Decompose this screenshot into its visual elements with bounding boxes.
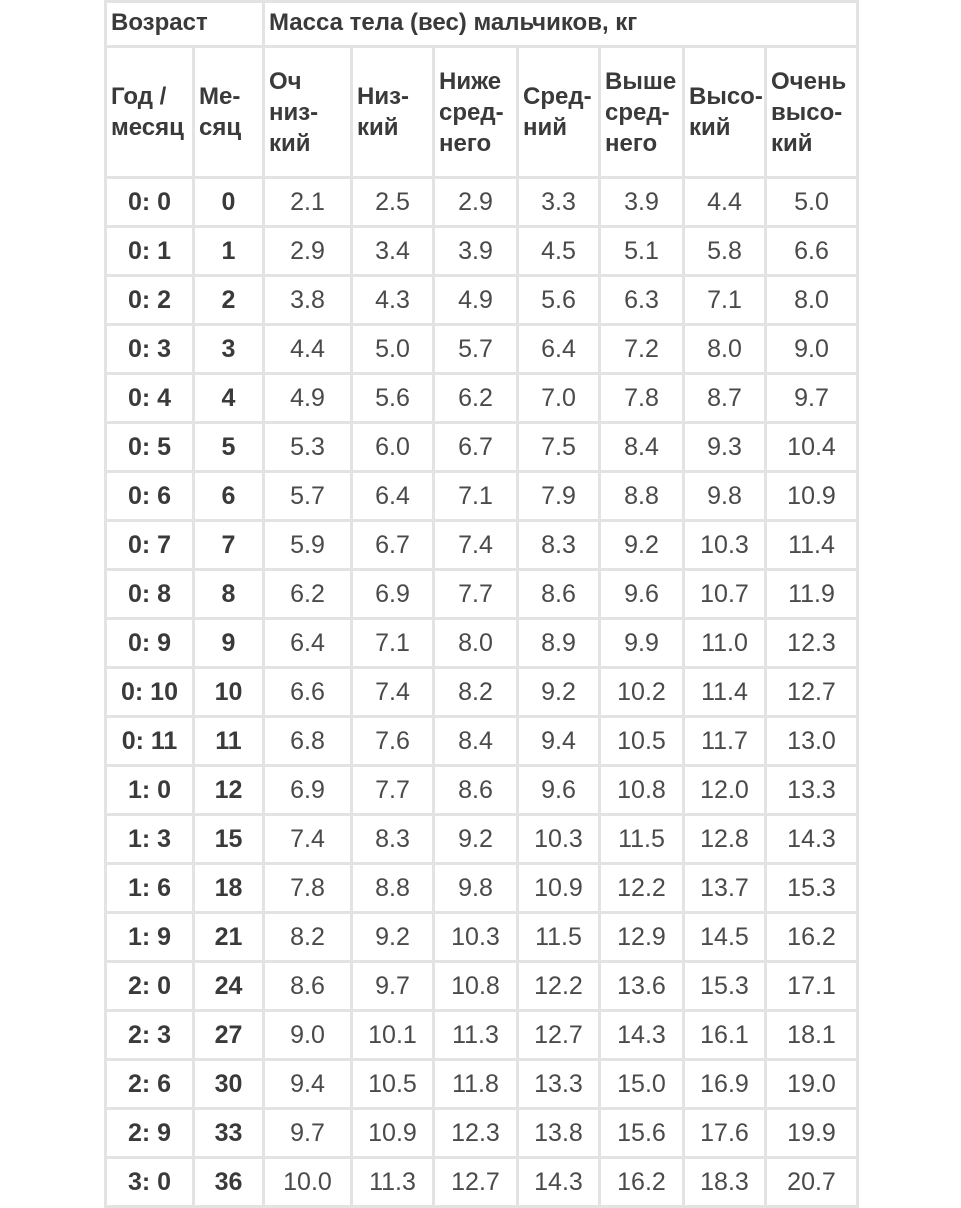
high-cell: 12.8 xyxy=(684,815,766,864)
above-average-cell: 14.3 xyxy=(600,1011,684,1060)
average-cell: 8.6 xyxy=(518,570,600,619)
col-very-low xyxy=(264,47,352,178)
average-cell: 7.5 xyxy=(518,423,600,472)
month-cell: 11 xyxy=(194,717,264,766)
col-average xyxy=(518,47,600,178)
average-cell: 10.3 xyxy=(518,815,600,864)
month-cell: 10 xyxy=(194,668,264,717)
col-above-average-line: него xyxy=(605,129,658,157)
below-average-cell: 11.3 xyxy=(434,1011,518,1060)
very-high-cell: 12.7 xyxy=(766,668,858,717)
below-average-cell: 2.9 xyxy=(434,178,518,227)
very-high-cell: 14.3 xyxy=(766,815,858,864)
age-cell: 2: 6 xyxy=(106,1060,194,1109)
above-average-cell: 9.2 xyxy=(600,521,684,570)
col-year-month xyxy=(106,47,194,178)
header-row-columns xyxy=(106,47,858,178)
very-low-cell: 5.9 xyxy=(264,521,352,570)
table-row xyxy=(106,766,858,815)
average-cell: 7.9 xyxy=(518,472,600,521)
very-low-cell: 3.8 xyxy=(264,276,352,325)
high-cell: 7.1 xyxy=(684,276,766,325)
month-cell: 33 xyxy=(194,1109,264,1158)
age-cell: 0: 4 xyxy=(106,374,194,423)
age-cell: 0: 8 xyxy=(106,570,194,619)
table-row xyxy=(106,668,858,717)
col-average-line: Сред- xyxy=(523,83,592,110)
month-cell: 36 xyxy=(194,1158,264,1207)
age-cell: 1: 6 xyxy=(106,864,194,913)
below-average-cell: 7.1 xyxy=(434,472,518,521)
high-cell: 16.1 xyxy=(684,1011,766,1060)
col-very-high-line: Очень xyxy=(771,67,847,95)
age-cell: 0: 1 xyxy=(106,227,194,276)
below-average-cell: 11.8 xyxy=(434,1060,518,1109)
very-high-cell: 13.3 xyxy=(766,766,858,815)
high-cell: 10.3 xyxy=(684,521,766,570)
average-cell: 9.2 xyxy=(518,668,600,717)
very-low-cell: 7.4 xyxy=(264,815,352,864)
table-row xyxy=(106,472,858,521)
age-cell: 2: 3 xyxy=(106,1011,194,1060)
month-cell: 27 xyxy=(194,1011,264,1060)
very-low-cell: 6.4 xyxy=(264,619,352,668)
col-low-line: кий xyxy=(357,114,399,141)
above-average-cell: 10.8 xyxy=(600,766,684,815)
above-average-cell: 15.6 xyxy=(600,1109,684,1158)
above-average-cell: 9.6 xyxy=(600,570,684,619)
month-cell: 8 xyxy=(194,570,264,619)
below-average-cell: 7.7 xyxy=(434,570,518,619)
age-cell: 0: 10 xyxy=(106,668,194,717)
average-cell: 7.0 xyxy=(518,374,600,423)
weight-title-header: Масса тела (вес) мальчиков, кг xyxy=(264,2,858,47)
below-average-cell: 8.2 xyxy=(434,668,518,717)
below-average-cell: 6.7 xyxy=(434,423,518,472)
average-cell: 11.5 xyxy=(518,913,600,962)
low-cell: 5.0 xyxy=(352,325,434,374)
average-cell: 3.3 xyxy=(518,178,600,227)
table-row xyxy=(106,227,858,276)
table-row xyxy=(106,1158,858,1207)
below-average-cell: 12.3 xyxy=(434,1109,518,1158)
very-low-cell: 6.9 xyxy=(264,766,352,815)
below-average-cell: 10.3 xyxy=(434,913,518,962)
age-cell: 2: 0 xyxy=(106,962,194,1011)
high-cell: 15.3 xyxy=(684,962,766,1011)
age-cell: 0: 11 xyxy=(106,717,194,766)
col-very-low-line: Оч xyxy=(269,67,302,95)
month-cell: 7 xyxy=(194,521,264,570)
col-months-line: Ме- xyxy=(199,83,241,110)
below-average-cell: 8.0 xyxy=(434,619,518,668)
col-below-average xyxy=(434,47,518,178)
high-cell: 10.7 xyxy=(684,570,766,619)
average-cell: 12.7 xyxy=(518,1011,600,1060)
below-average-cell: 9.2 xyxy=(434,815,518,864)
high-cell: 9.3 xyxy=(684,423,766,472)
month-cell: 3 xyxy=(194,325,264,374)
above-average-cell: 7.2 xyxy=(600,325,684,374)
high-cell: 8.0 xyxy=(684,325,766,374)
below-average-cell: 8.4 xyxy=(434,717,518,766)
table-row xyxy=(106,325,858,374)
average-cell: 5.6 xyxy=(518,276,600,325)
month-cell: 5 xyxy=(194,423,264,472)
col-high-line: кий xyxy=(689,114,731,141)
high-cell: 17.6 xyxy=(684,1109,766,1158)
col-very-low-line: низ- xyxy=(269,98,319,126)
above-average-cell: 15.0 xyxy=(600,1060,684,1109)
high-cell: 11.0 xyxy=(684,619,766,668)
very-high-cell: 11.4 xyxy=(766,521,858,570)
very-high-cell: 20.7 xyxy=(766,1158,858,1207)
very-high-cell: 18.1 xyxy=(766,1011,858,1060)
above-average-cell: 11.5 xyxy=(600,815,684,864)
col-below-average-line: Ниже xyxy=(439,67,502,95)
very-high-cell: 5.0 xyxy=(766,178,858,227)
very-high-cell: 8.0 xyxy=(766,276,858,325)
col-above-average-line: Выше xyxy=(605,67,677,95)
very-low-cell: 6.6 xyxy=(264,668,352,717)
average-cell: 6.4 xyxy=(518,325,600,374)
col-low xyxy=(352,47,434,178)
low-cell: 6.7 xyxy=(352,521,434,570)
col-months-line: сяц xyxy=(199,114,242,141)
table-row xyxy=(106,423,858,472)
month-cell: 4 xyxy=(194,374,264,423)
above-average-cell: 13.6 xyxy=(600,962,684,1011)
month-cell: 15 xyxy=(194,815,264,864)
low-cell: 7.7 xyxy=(352,766,434,815)
table-row xyxy=(106,717,858,766)
age-cell: 2: 9 xyxy=(106,1109,194,1158)
above-average-cell: 8.8 xyxy=(600,472,684,521)
very-high-cell: 19.9 xyxy=(766,1109,858,1158)
high-cell: 14.5 xyxy=(684,913,766,962)
average-cell: 13.8 xyxy=(518,1109,600,1158)
month-cell: 24 xyxy=(194,962,264,1011)
col-above-average xyxy=(600,47,684,178)
col-above-average-line: сред- xyxy=(605,98,670,126)
very-high-cell: 15.3 xyxy=(766,864,858,913)
very-low-cell: 9.0 xyxy=(264,1011,352,1060)
col-average-line: ний xyxy=(523,114,568,141)
age-cell: 1: 3 xyxy=(106,815,194,864)
very-low-cell: 10.0 xyxy=(264,1158,352,1207)
very-high-cell: 9.7 xyxy=(766,374,858,423)
below-average-cell: 10.8 xyxy=(434,962,518,1011)
high-cell: 18.3 xyxy=(684,1158,766,1207)
below-average-cell: 12.7 xyxy=(434,1158,518,1207)
low-cell: 6.9 xyxy=(352,570,434,619)
month-cell: 0 xyxy=(194,178,264,227)
below-average-cell: 3.9 xyxy=(434,227,518,276)
age-cell: 0: 3 xyxy=(106,325,194,374)
table-row xyxy=(106,1011,858,1060)
table-row xyxy=(106,276,858,325)
month-cell: 9 xyxy=(194,619,264,668)
above-average-cell: 16.2 xyxy=(600,1158,684,1207)
average-cell: 9.4 xyxy=(518,717,600,766)
age-cell: 0: 2 xyxy=(106,276,194,325)
boys-weight-table xyxy=(104,0,859,1208)
low-cell: 9.7 xyxy=(352,962,434,1011)
above-average-cell: 3.9 xyxy=(600,178,684,227)
high-cell: 4.4 xyxy=(684,178,766,227)
very-low-cell: 5.3 xyxy=(264,423,352,472)
low-cell: 7.6 xyxy=(352,717,434,766)
above-average-cell: 5.1 xyxy=(600,227,684,276)
age-cell: 1: 9 xyxy=(106,913,194,962)
above-average-cell: 10.2 xyxy=(600,668,684,717)
high-cell: 8.7 xyxy=(684,374,766,423)
weight-table-container xyxy=(104,0,859,1208)
low-cell: 7.4 xyxy=(352,668,434,717)
month-cell: 30 xyxy=(194,1060,264,1109)
high-cell: 13.7 xyxy=(684,864,766,913)
below-average-cell: 8.6 xyxy=(434,766,518,815)
very-high-cell: 11.9 xyxy=(766,570,858,619)
table-body xyxy=(106,178,858,1207)
table-row xyxy=(106,815,858,864)
very-low-cell: 4.9 xyxy=(264,374,352,423)
table-row xyxy=(106,374,858,423)
low-cell: 10.9 xyxy=(352,1109,434,1158)
below-average-cell: 5.7 xyxy=(434,325,518,374)
table-row xyxy=(106,619,858,668)
average-cell: 9.6 xyxy=(518,766,600,815)
average-cell: 13.3 xyxy=(518,1060,600,1109)
low-cell: 3.4 xyxy=(352,227,434,276)
age-cell: 0: 6 xyxy=(106,472,194,521)
very-low-cell: 7.8 xyxy=(264,864,352,913)
age-cell: 0: 7 xyxy=(106,521,194,570)
table-row xyxy=(106,962,858,1011)
above-average-cell: 7.8 xyxy=(600,374,684,423)
age-cell: 0: 9 xyxy=(106,619,194,668)
average-cell: 14.3 xyxy=(518,1158,600,1207)
table-row xyxy=(106,1060,858,1109)
very-low-cell: 6.2 xyxy=(264,570,352,619)
below-average-cell: 6.2 xyxy=(434,374,518,423)
high-cell: 11.7 xyxy=(684,717,766,766)
table-row xyxy=(106,178,858,227)
col-very-low-line: кий xyxy=(269,129,311,157)
above-average-cell: 12.2 xyxy=(600,864,684,913)
high-cell: 11.4 xyxy=(684,668,766,717)
col-below-average-line: него xyxy=(439,129,492,157)
header-row-group xyxy=(106,2,858,47)
col-low-line: Низ- xyxy=(357,83,410,110)
col-year-month-line: месяц xyxy=(111,114,184,141)
very-low-cell: 6.8 xyxy=(264,717,352,766)
table-row xyxy=(106,570,858,619)
month-cell: 18 xyxy=(194,864,264,913)
average-cell: 10.9 xyxy=(518,864,600,913)
average-cell: 8.9 xyxy=(518,619,600,668)
age-cell: 0: 0 xyxy=(106,178,194,227)
age-cell: 0: 5 xyxy=(106,423,194,472)
age-cell: 1: 0 xyxy=(106,766,194,815)
very-low-cell: 9.4 xyxy=(264,1060,352,1109)
low-cell: 8.8 xyxy=(352,864,434,913)
high-cell: 12.0 xyxy=(684,766,766,815)
very-high-cell: 12.3 xyxy=(766,619,858,668)
high-cell: 16.9 xyxy=(684,1060,766,1109)
low-cell: 10.1 xyxy=(352,1011,434,1060)
very-high-cell: 13.0 xyxy=(766,717,858,766)
very-high-cell: 16.2 xyxy=(766,913,858,962)
col-months xyxy=(194,47,264,178)
above-average-cell: 12.9 xyxy=(600,913,684,962)
col-below-average-line: сред- xyxy=(439,98,504,126)
average-cell: 4.5 xyxy=(518,227,600,276)
very-low-cell: 2.1 xyxy=(264,178,352,227)
very-high-cell: 17.1 xyxy=(766,962,858,1011)
month-cell: 6 xyxy=(194,472,264,521)
month-cell: 2 xyxy=(194,276,264,325)
below-average-cell: 4.9 xyxy=(434,276,518,325)
low-cell: 7.1 xyxy=(352,619,434,668)
table-row xyxy=(106,1109,858,1158)
very-high-cell: 10.9 xyxy=(766,472,858,521)
age-cell: 3: 0 xyxy=(106,1158,194,1207)
low-cell: 5.6 xyxy=(352,374,434,423)
below-average-cell: 7.4 xyxy=(434,521,518,570)
high-cell: 9.8 xyxy=(684,472,766,521)
very-low-cell: 8.2 xyxy=(264,913,352,962)
low-cell: 11.3 xyxy=(352,1158,434,1207)
table-row xyxy=(106,913,858,962)
below-average-cell: 9.8 xyxy=(434,864,518,913)
col-high-line: Высо- xyxy=(689,83,763,110)
high-cell: 5.8 xyxy=(684,227,766,276)
col-very-high-line: кий xyxy=(771,129,813,157)
low-cell: 8.3 xyxy=(352,815,434,864)
low-cell: 6.0 xyxy=(352,423,434,472)
very-low-cell: 5.7 xyxy=(264,472,352,521)
col-very-high-line: высо- xyxy=(771,98,843,126)
month-cell: 1 xyxy=(194,227,264,276)
very-low-cell: 2.9 xyxy=(264,227,352,276)
col-year-month-line: Год / xyxy=(111,83,167,110)
col-high xyxy=(684,47,766,178)
month-cell: 21 xyxy=(194,913,264,962)
low-cell: 6.4 xyxy=(352,472,434,521)
low-cell: 10.5 xyxy=(352,1060,434,1109)
low-cell: 2.5 xyxy=(352,178,434,227)
table-row xyxy=(106,521,858,570)
very-high-cell: 6.6 xyxy=(766,227,858,276)
low-cell: 4.3 xyxy=(352,276,434,325)
very-high-cell: 19.0 xyxy=(766,1060,858,1109)
low-cell: 9.2 xyxy=(352,913,434,962)
very-low-cell: 8.6 xyxy=(264,962,352,1011)
average-cell: 8.3 xyxy=(518,521,600,570)
very-low-cell: 9.7 xyxy=(264,1109,352,1158)
above-average-cell: 9.9 xyxy=(600,619,684,668)
average-cell: 12.2 xyxy=(518,962,600,1011)
age-group-header: Возраст xyxy=(106,2,264,47)
month-cell: 12 xyxy=(194,766,264,815)
col-very-high xyxy=(766,47,858,178)
table-row xyxy=(106,864,858,913)
very-high-cell: 9.0 xyxy=(766,325,858,374)
very-high-cell: 10.4 xyxy=(766,423,858,472)
above-average-cell: 10.5 xyxy=(600,717,684,766)
above-average-cell: 6.3 xyxy=(600,276,684,325)
very-low-cell: 4.4 xyxy=(264,325,352,374)
above-average-cell: 8.4 xyxy=(600,423,684,472)
